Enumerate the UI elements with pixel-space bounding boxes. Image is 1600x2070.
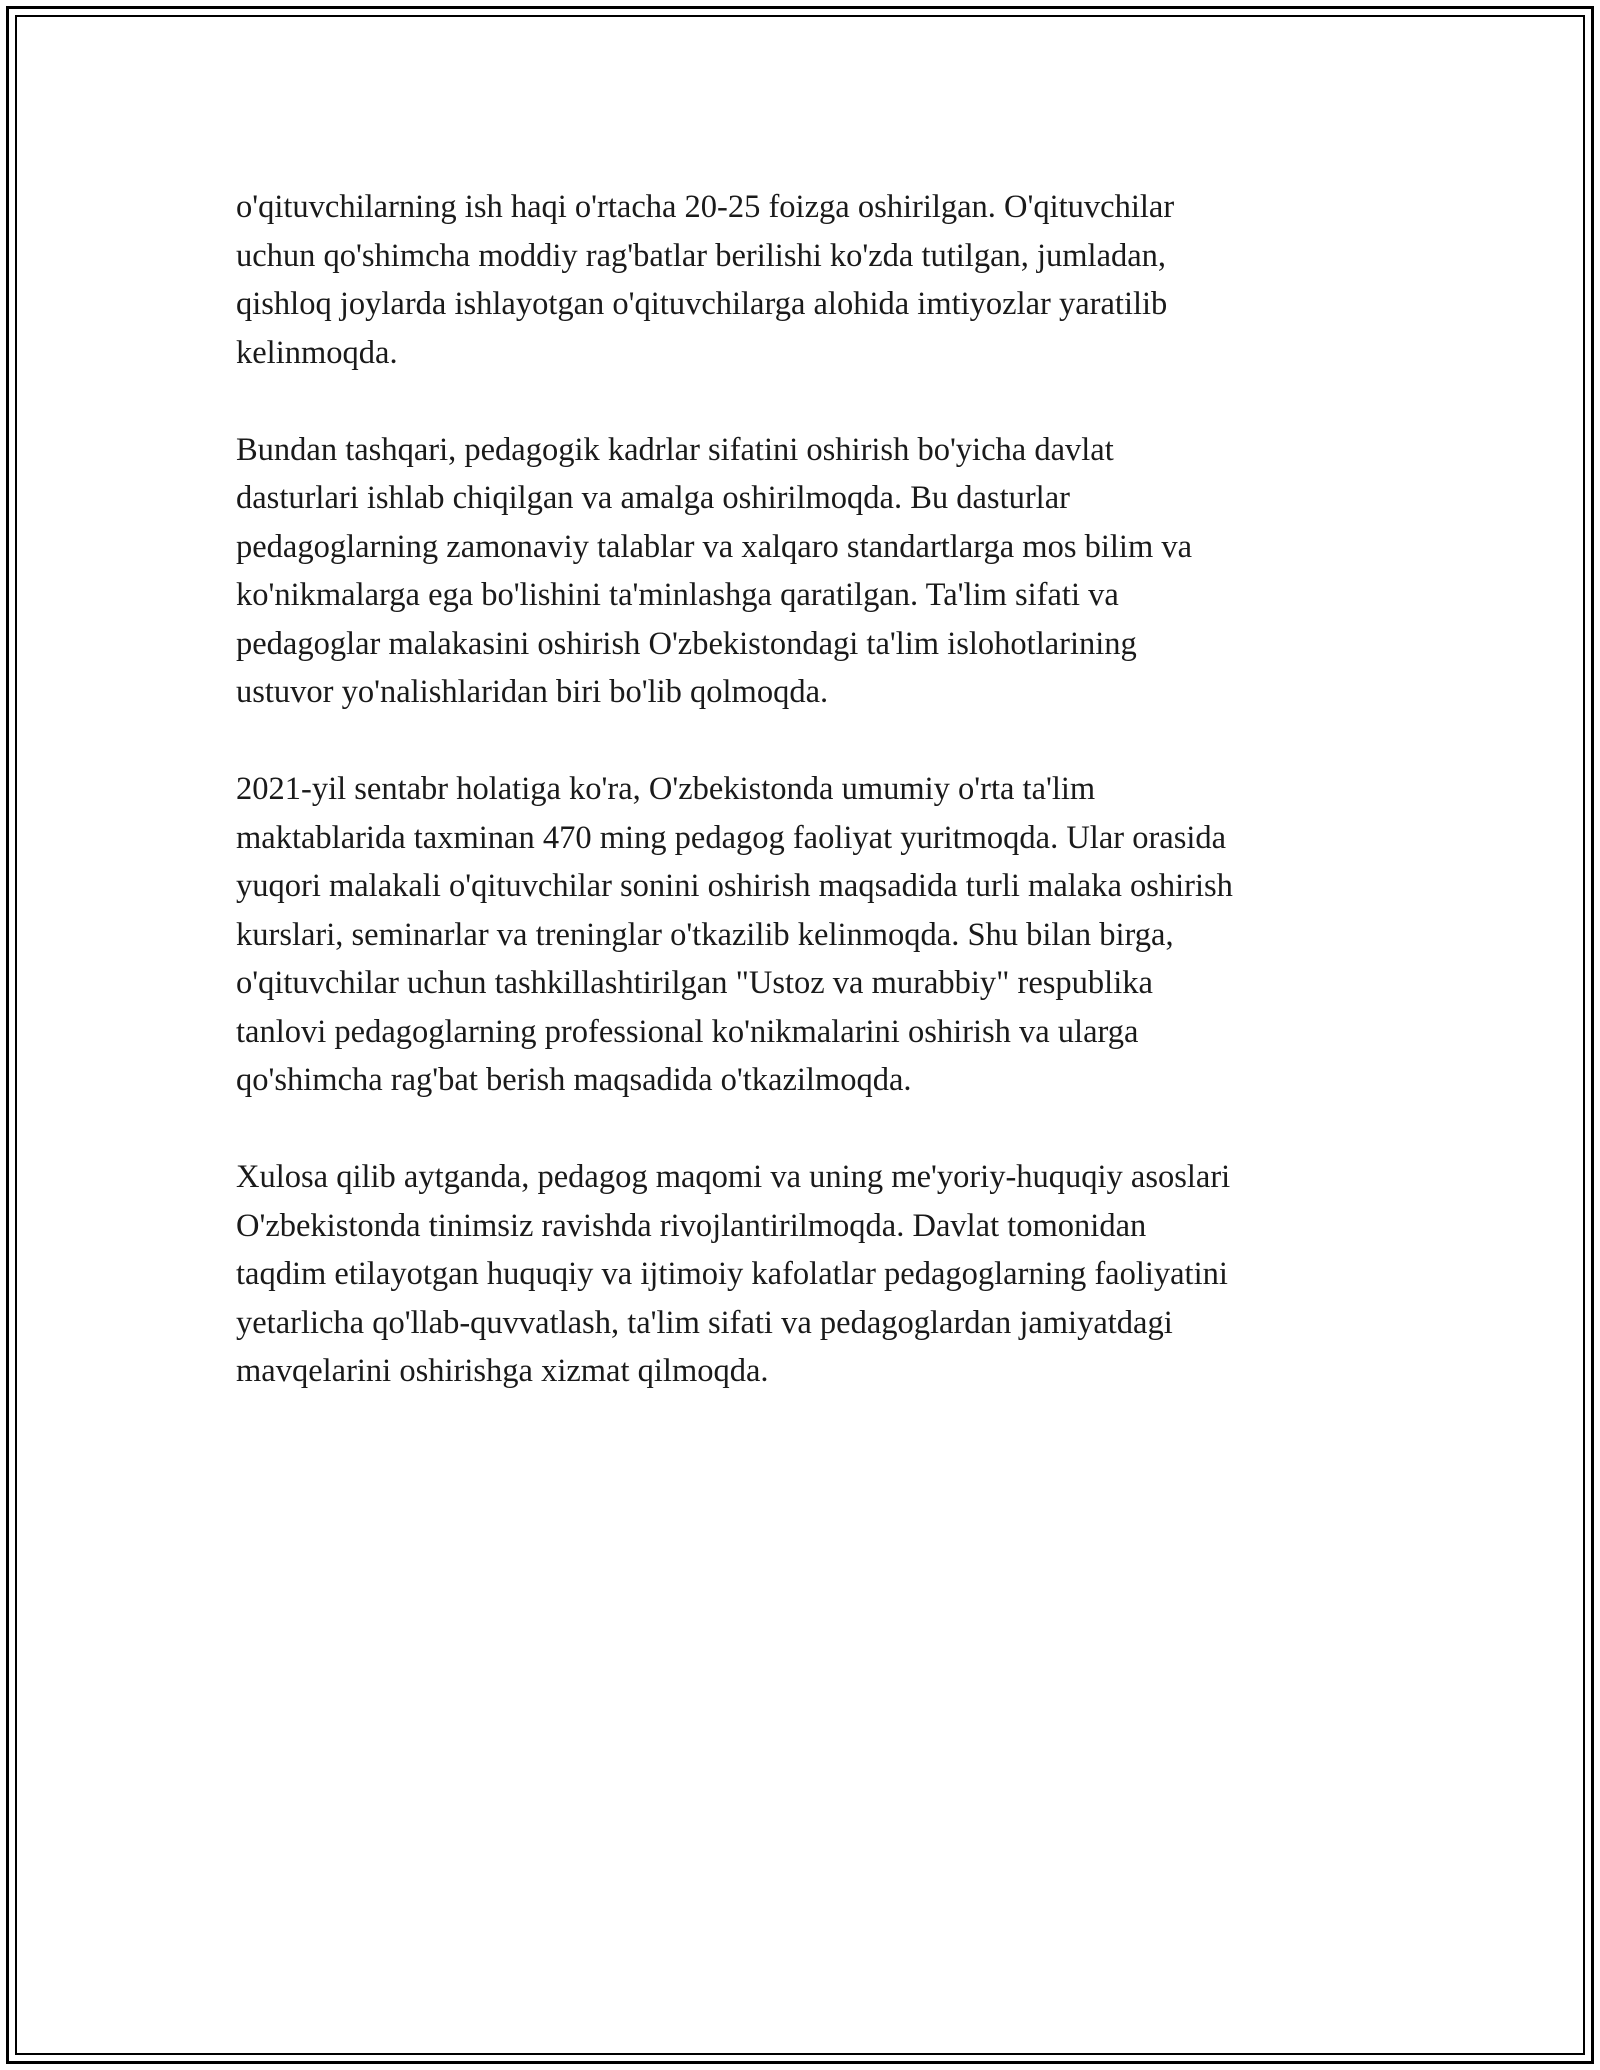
document-body [236,183,1366,1444]
paragraph-programs: Bundan tashqari, pedagogik kadrlar sifatini oshirish bo'yicha davlat dasturlari ishlab chiqilgan va amalga oshirilmoqda. Bu dasturlar pedagoglarning zamonaviy talablar va xalqaro standartlarga mos bilim va ko'nikmalarga ega bo'lishini ta'minlashga qaratilgan. Ta'lim sifati va pedagoglar malakasini oshirish O'zbekistondagi ta'lim islohotlarining ustuvor yo'nalishlaridan biri bo'lib qolmoqda. [236,431,1193,710]
paragraph-salary: o'qituvchilarning ish haqi o'rtacha 20-25 foizga oshirilgan. O'qituvchilar uchun qo'shimcha moddiy rag'batlar berilishi ko'zda tutilgan, jumladan, qishloq joylarda ishlayotgan o'qituvchilarga alohida imtiyozlar yaratilib kelinmoqda. [236,189,1175,371]
paragraph-statistics: 2021-yil sentabr holatiga ko'ra, O'zbekistonda umumiy o'rta ta'lim maktablarida taxminan 470 ming pedagog faoliyat yuritmoqda. Ular orasida yuqori malakali o'qituvchilar sonini oshirish maqsadida turli malaka oshirish kurslari, seminarlar va treninglar o'tkazilib kelinmoqda. Shu bilan birga, o'qituvchilar uchun tashkillashtirilgan "Ustoz va murabbiy" respublika tanlovi pedagoglarning professional ko'nikmalarini oshirish va ularga qo'shimcha rag'bat berish maqsadida o'tkazilmoqda. [236,771,1233,1098]
paragraph-conclusion: Xulosa qilib aytganda, pedagog maqomi va uning me'yoriy-huquqiy asoslari O'zbekistonda tinimsiz ravishda rivojlantirilmoqda. Davlat tomonidan taqdim etilayotgan huquqiy va ijtimoiy kafolatlar pedagoglarning faoliyatini yetarlicha qo'llab-quvvatlash, ta'lim sifati va pedagoglardan jamiyatdagi mavqelarini oshirishga xizmat qilmoqda. [236,1159,1231,1389]
